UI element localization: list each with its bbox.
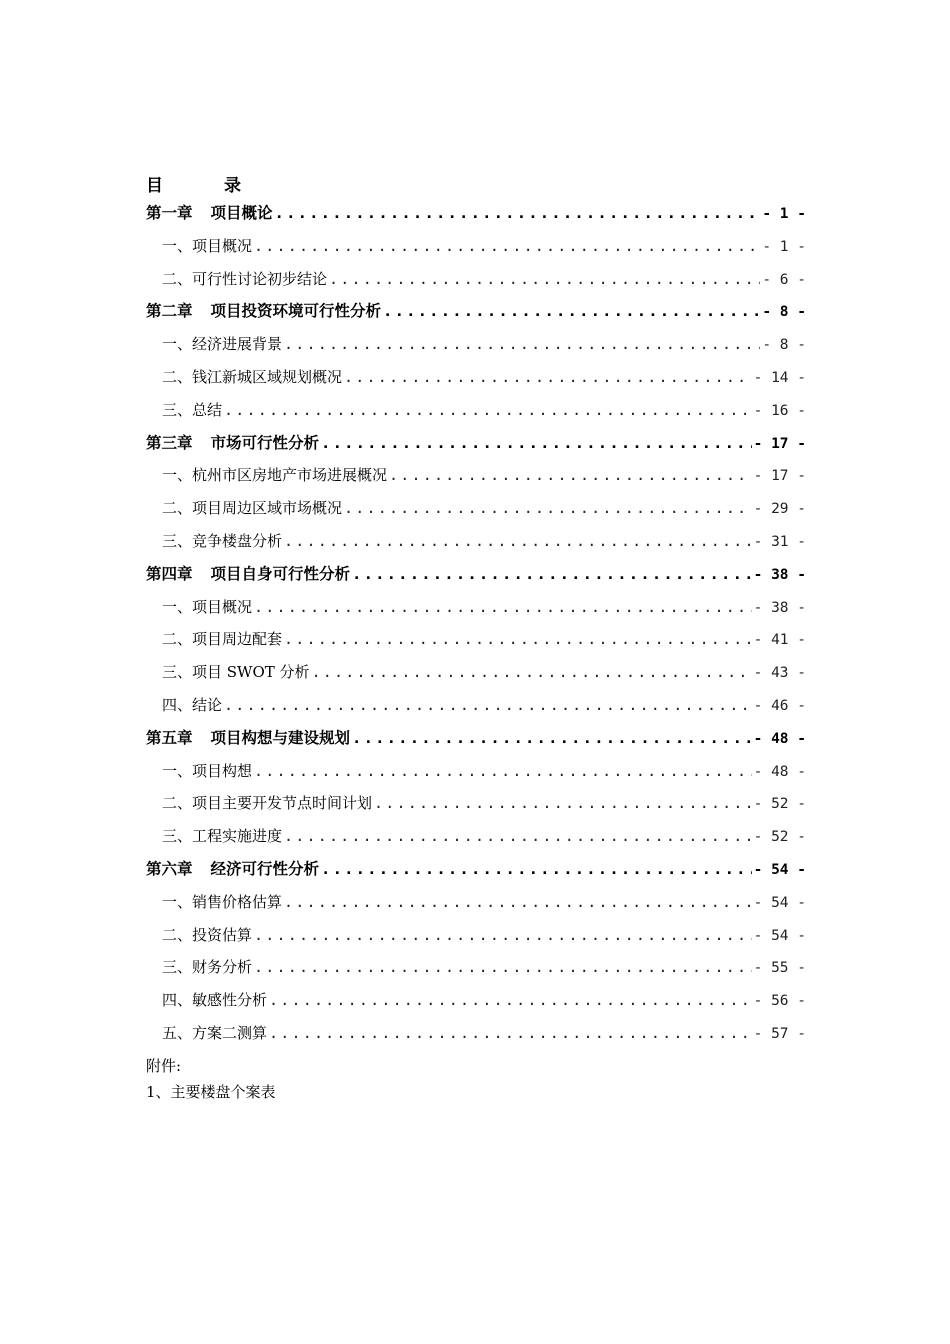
toc-entry-label [162,328,282,361]
toc-entry-title: 财务分析 [192,958,253,977]
toc-section-entry[interactable] [146,755,806,788]
toc-entry-title: 总结 [192,400,223,419]
toc-entry-number: 三、 [162,827,193,846]
toc-entry-number: 三、 [162,663,193,682]
toc-dot-leader [275,197,761,230]
table-of-contents [146,197,806,1050]
toc-dot-leader [269,1017,752,1050]
toc-dot-leader [389,459,752,492]
toc-section-entry[interactable] [146,361,806,394]
toc-entry-label [146,197,273,230]
toc-dot-leader [312,656,752,689]
toc-page-number: - 56 - [753,993,806,1010]
toc-page-number: - 43 - [753,665,806,682]
toc-entry-label [162,886,282,919]
toc-page-number: - 55 - [753,960,806,977]
toc-entry-title: 项目概论 [210,203,273,222]
appendix-item: 1、主要楼盘个案表 [146,1083,276,1101]
toc-entry-number: 二、 [162,269,193,288]
toc-section-entry[interactable] [146,459,806,492]
toc-entry-title: 项目构想与建设规划 [210,727,351,747]
toc-page-number: - 1 - [762,238,806,255]
toc-entry-number: 一、 [162,761,193,780]
toc-section-entry[interactable] [146,787,806,820]
toc-page-number: - 29 - [753,501,806,518]
toc-dot-leader [321,853,752,886]
toc-chapter-entry[interactable] [146,853,806,886]
toc-dot-leader [284,820,752,853]
toc-entry-title: 工程实施进度 [192,827,283,846]
toc-entry-label [162,492,342,525]
toc-page-number: - 52 - [753,796,806,813]
toc-entry-number: 一、 [162,597,193,616]
toc-chapter-entry[interactable] [146,558,806,591]
toc-dot-leader [284,328,760,361]
toc-page-number: - 54 - [753,927,806,944]
toc-page-number: - 48 - [753,730,806,747]
toc-entry-label [162,230,252,263]
toc-entry-label [146,853,319,886]
toc-page-number: - 54 - [753,894,806,911]
toc-entry-title: 结论 [192,695,223,714]
toc-dot-leader [383,295,760,328]
toc-dot-leader [284,525,752,558]
toc-dot-leader [352,722,752,755]
toc-entry-number: 第二章 [146,301,193,321]
toc-entry-title: 竞争楼盘分析 [192,531,283,550]
toc-entry-title: 钱江新城区域规划概况 [192,367,343,386]
toc-entry-title: 经济进展背景 [192,335,283,354]
toc-entry-number: 第六章 [146,858,193,878]
toc-entry-number: 二、 [162,794,193,813]
toc-page-number: - 8 - [762,337,806,354]
toc-page-number: - 17 - [753,435,806,452]
toc-entry-title: 项目主要开发节点时间计划 [192,794,373,813]
toc-dot-leader [254,951,752,984]
toc-dot-leader [344,492,752,525]
toc-entry-title: 可行性讨论初步结论 [192,269,328,288]
toc-entry-number: 二、 [162,367,193,386]
toc-page-number: - 54 - [753,861,806,878]
toc-entry-label [162,1017,267,1050]
toc-page-number: - 41 - [753,632,806,649]
toc-dot-leader [269,984,752,1017]
toc-entry-title: 敏感性分析 [192,991,268,1010]
toc-entry-title: 杭州市区房地产市场进展概况 [192,466,388,485]
toc-entry-title: 项目周边配套 [192,630,283,649]
toc-chapter-entry[interactable] [146,722,806,755]
toc-dot-leader [254,230,760,263]
toc-entry-number: 二、 [162,925,193,944]
toc-page-number: - 6 - [762,271,806,288]
toc-entry-label [146,558,350,591]
toc-page-number: - 57 - [753,1025,806,1042]
toc-entry-title: 方案二测算 [192,1023,268,1042]
toc-title: 目 录 [146,176,263,196]
toc-section-entry[interactable] [146,689,806,722]
toc-entry-label [162,459,387,492]
toc-dot-leader [254,591,752,624]
toc-entry-label [162,755,252,788]
toc-dot-leader [284,623,752,656]
toc-page-number: - 48 - [753,763,806,780]
toc-section-entry[interactable] [146,492,806,525]
toc-entry-label [146,427,319,460]
toc-section-entry[interactable] [146,984,806,1017]
toc-entry-title: 项目概况 [192,236,253,255]
toc-entry-title: 项目 SWOT 分析 [192,663,310,682]
toc-dot-leader [224,689,752,722]
toc-section-entry[interactable] [146,263,806,296]
toc-page-number: - 1 - [762,206,806,222]
toc-section-entry[interactable] [146,886,806,919]
toc-entry-number: 一、 [162,236,193,255]
toc-section-entry[interactable] [146,951,806,984]
toc-entry-number: 第五章 [146,727,193,747]
toc-page-number: - 52 - [753,829,806,846]
toc-section-entry[interactable] [146,1017,806,1050]
toc-entry-title: 项目周边区域市场概况 [192,499,343,518]
toc-dot-leader [224,394,752,427]
toc-entry-number: 第四章 [146,563,193,583]
toc-page-number: - 8 - [762,304,806,321]
toc-dot-leader [284,886,752,919]
toc-entry-label [162,394,222,427]
toc-page-number: - 16 - [753,402,806,419]
toc-dot-leader [344,361,752,394]
toc-entry-label [162,263,327,296]
toc-dot-leader [254,755,752,788]
toc-dot-leader [254,919,752,952]
toc-entry-label [162,787,372,820]
toc-entry-label [162,591,252,624]
toc-section-entry[interactable] [146,656,806,689]
toc-page-number: - 14 - [753,369,806,386]
toc-section-entry[interactable] [146,919,806,952]
toc-page-number: - 46 - [753,697,806,714]
toc-entry-label [146,722,350,755]
toc-section-entry[interactable] [146,623,806,656]
toc-entry-number: 二、 [162,630,193,649]
toc-entry-title: 项目自身可行性分析 [210,563,351,583]
toc-dot-leader [374,787,752,820]
toc-entry-number: 一、 [162,892,193,911]
toc-entry-number: 五、 [162,1023,193,1042]
toc-entry-number: 四、 [162,991,193,1010]
toc-entry-title: 销售价格估算 [192,892,283,911]
toc-entry-number: 第三章 [146,432,193,452]
toc-entry-number: 一、 [162,335,193,354]
toc-entry-number: 一、 [162,466,193,485]
toc-section-entry[interactable] [146,230,806,263]
toc-page-number: - 17 - [753,468,806,485]
toc-dot-leader [321,427,752,460]
toc-entry-label [162,361,342,394]
toc-entry-title: 项目概况 [192,597,253,616]
toc-entry-label [162,820,282,853]
toc-entry-number: 二、 [162,499,193,518]
toc-entry-title: 经济可行性分析 [210,858,320,878]
appendix-heading: 附件: [146,1057,182,1075]
toc-page-number: - 38 - [753,566,806,583]
toc-entry-label [162,984,267,1017]
toc-section-entry[interactable] [146,591,806,624]
toc-entry-label [162,623,282,656]
toc-entry-number: 三、 [162,400,193,419]
toc-entry-number: 第一章 [146,203,193,222]
toc-chapter-entry[interactable] [146,197,806,230]
toc-entry-label [162,951,252,984]
toc-entry-label [162,656,310,689]
toc-entry-title: 市场可行性分析 [210,432,320,452]
toc-entry-number: 三、 [162,958,193,977]
toc-section-entry[interactable] [146,525,806,558]
toc-entry-label [162,525,282,558]
toc-entry-title: 投资估算 [192,925,253,944]
toc-dot-leader [329,263,760,296]
toc-section-entry[interactable] [146,820,806,853]
toc-page-number: - 31 - [753,533,806,550]
toc-entry-number: 三、 [162,531,193,550]
toc-entry-title: 项目投资环境可行性分析 [210,301,382,321]
toc-page-number: - 38 - [753,599,806,616]
toc-chapter-entry[interactable] [146,427,806,460]
toc-section-entry[interactable] [146,328,806,361]
toc-entry-number: 四、 [162,695,193,714]
toc-section-entry[interactable] [146,394,806,427]
toc-chapter-entry[interactable] [146,295,806,328]
toc-entry-label [162,919,252,952]
toc-entry-label [146,295,381,328]
toc-entry-label [162,689,222,722]
toc-entry-title: 项目构想 [192,761,253,780]
toc-dot-leader [352,558,752,591]
